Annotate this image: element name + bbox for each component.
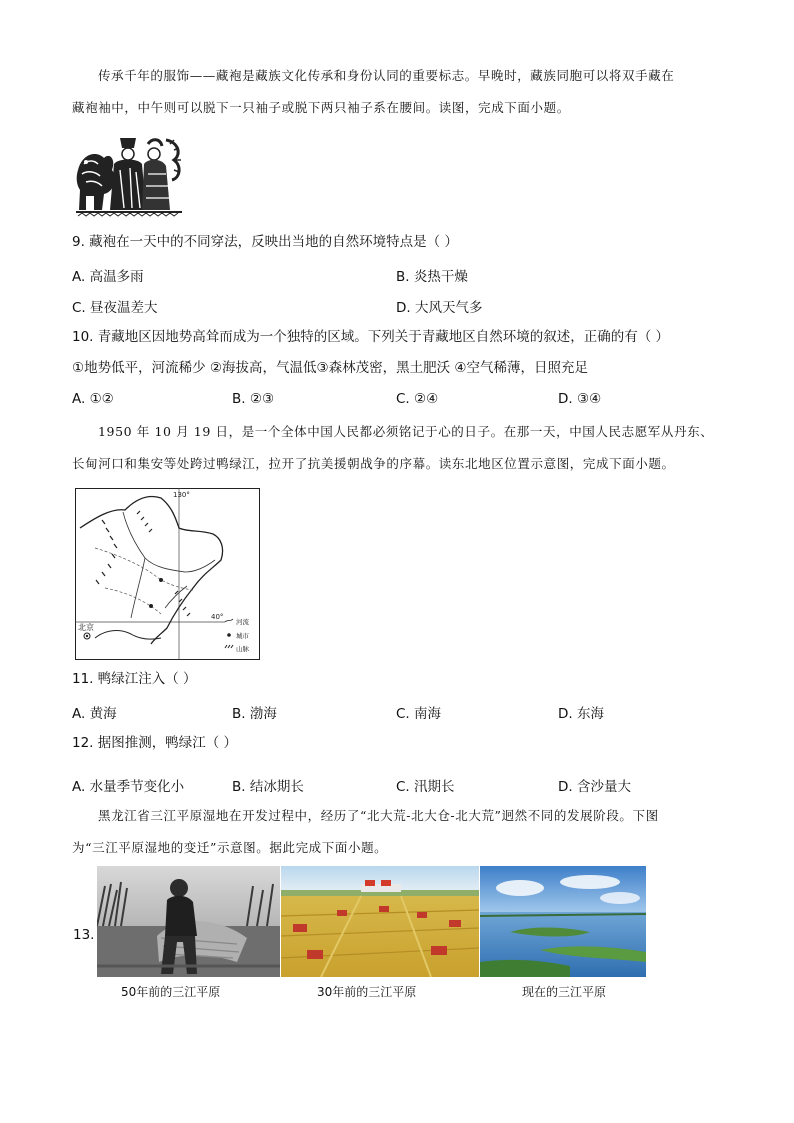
q10-option-a[interactable]: A. ①② (72, 391, 114, 407)
intro-3-line-2: 为“三江平原湿地的变迁”示意图。据此完成下面小题。 (72, 840, 388, 855)
q9-option-c[interactable]: C. 昼夜温差大 (72, 300, 158, 316)
question-10-stem: 10. 青藏地区因地势高耸而成为一个独特的区域。下列关于青藏地区自然环境的叙述，正确的有（ ） (72, 329, 670, 345)
question-11-stem: 11. 鸭绿江注入（ ） (72, 671, 197, 687)
q12-option-d[interactable]: D. 含沙量大 (558, 779, 631, 795)
caption-30-years-ago: 30年前的三江平原 (317, 985, 417, 999)
latitude-label: 40° (211, 613, 224, 621)
q10-option-d[interactable]: D. ③④ (558, 391, 602, 407)
question-12-stem: 12. 据图推测，鸭绿江（ ） (72, 735, 238, 751)
q11-option-a[interactable]: A. 黄海 (72, 706, 117, 722)
tibetan-robe-figure (74, 130, 184, 218)
q10-option-c[interactable]: C. ②④ (396, 391, 439, 407)
legend-mountain-label: 山脉 (236, 645, 249, 653)
q11-option-c[interactable]: C. 南海 (396, 706, 442, 722)
photo-30-years-ago (281, 866, 479, 977)
q11-option-b[interactable]: B. 渤海 (232, 706, 277, 722)
caption-50-years-ago: 50年前的三江平原 (121, 985, 221, 999)
caption-present-day: 现在的三江平原 (522, 985, 607, 999)
intro-2-line-2: 长甸河口和集安等处跨过鸭绿江，拉开了抗美援朝战争的序幕。读东北地区位置示意图，完成下面小题。 (72, 456, 675, 471)
photo-present-day (480, 866, 646, 977)
q12-option-a[interactable]: A. 水量季节变化小 (72, 779, 185, 795)
q11-option-d[interactable]: D. 东海 (558, 706, 604, 722)
intro-paragraph-2 (72, 416, 732, 480)
longitude-label: 130° (173, 491, 190, 499)
intro-2-line-1: 1950 年 10 月 19 日，是一个全体中国人民都必须铭记于心的日子。在那一天，中国人民志愿军从丹东、 (98, 424, 714, 439)
q10-option-b[interactable]: B. ②③ (232, 391, 275, 407)
city-label-beijing: 北京 (78, 623, 94, 632)
intro-paragraph-3 (72, 800, 732, 864)
q12-option-b[interactable]: B. 结冰期长 (232, 779, 304, 795)
q9-option-b[interactable]: B. 炎热干燥 (396, 269, 468, 285)
intro-paragraph-1 (72, 60, 732, 124)
q9-option-a[interactable]: A. 高温多雨 (72, 269, 144, 285)
photo-50-years-ago (97, 866, 280, 977)
q9-option-d[interactable]: D. 大风天气多 (396, 300, 483, 316)
question-9-stem: 9. 藏袍在一天中的不同穿法，反映出当地的自然环境特点是（ ） (72, 234, 458, 250)
intro-1-line-2: 藏袍袖中，中午则可以脱下一只袖子或脱下两只袖子系在腰间。读图，完成下面小题。 (72, 100, 570, 115)
intro-3-line-1: 黑龙江省三江平原湿地在开发过程中，经历了“北大荒-北大仓-北大荒”迥然不同的发展阶段。下图 (98, 808, 659, 823)
question-10-statements: ①地势低平，河流稀少 ②海拔高，气温低③森林茂密，黑土肥沃 ④空气稀薄，日照充足 (72, 360, 588, 376)
q12-option-c[interactable]: C. 汛期长 (396, 779, 455, 795)
intro-1-line-1: 传承千年的服饰——藏袍是藏族文化传承和身份认同的重要标志。早晚时，藏族同胞可以将双手藏在 (98, 68, 675, 83)
legend-river-label: 河流 (236, 618, 249, 626)
northeast-china-map (75, 488, 260, 660)
legend-city-label: 城市 (236, 632, 249, 640)
question-13-number: 13. (73, 927, 95, 943)
